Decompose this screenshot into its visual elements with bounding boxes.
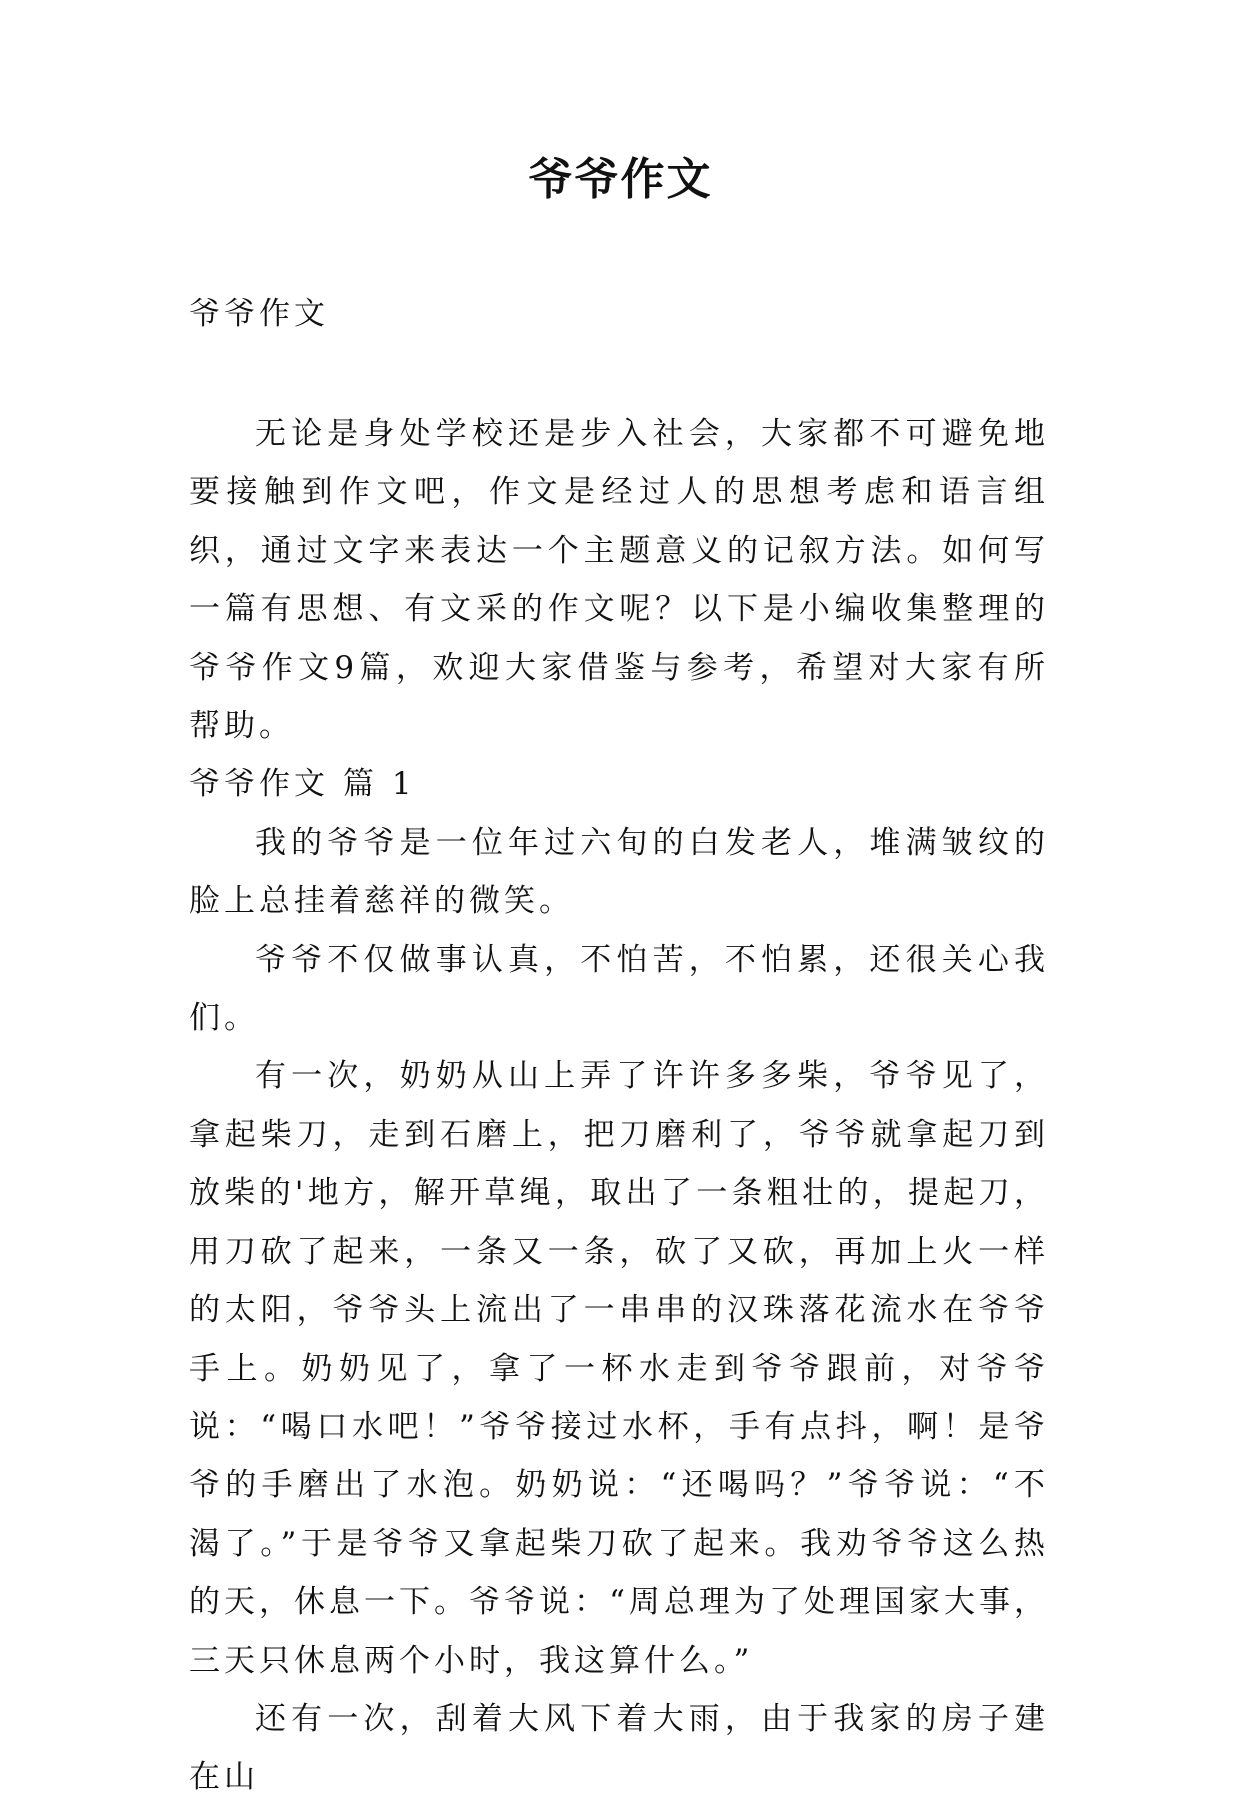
body-paragraph: 爷爷不仅做事认真，不怕苦，不怕累，还很关心我们。 xyxy=(189,941,1049,1037)
body-paragraph: 有一次，奶奶从山上弄了许许多多柴，爷爷见了，拿起柴刀，走到石磨上，把刀磨利了，爷爷就拿起刀到放柴的'地方，解开草绳，取出了一条粗壮的，提起刀，用刀砍了起来，一条又一条，砍了又砍，再加上火一样的太阳，爷爷头上流出了一串串的汉珠落花流水在爷爷手上。奶奶见了，拿了一杯水走到爷爷跟前，对爷爷说：“喝口水吧！”爷爷接过水杯，手有点抖，啊！是爷爷的手磨出了水泡。奶奶说：“还喝吗？”爷爷说：“不渴了。”于是爷爷又拿起柴刀砍了起来。我劝爷爷这么热的天，休息一下。爷爷说：“周总理为了处理国家大事，三天只休息两个小时，我这算什么。” xyxy=(189,1058,1049,1679)
document-body xyxy=(189,405,1049,1807)
document-subtitle: 爷爷作文 xyxy=(189,296,329,332)
body-paragraph: 还有一次，刮着大风下着大雨，由于我家的房子建在山 xyxy=(189,1700,1049,1796)
intro-paragraph: 无论是身处学校还是步入社会，大家都不可避免地要接触到作文吧，作文是经过人的思想考虑和语言组织，通过文字来表达一个主题意义的记叙方法。如何写一篇有思想、有文采的作文呢？以下是小编收集整理的爷爷作文9篇，欢迎大家借鉴与参考，希望对大家有所帮助。 xyxy=(189,416,1049,745)
section-heading-number: 篇 1 xyxy=(343,766,416,803)
section-heading xyxy=(189,755,1049,813)
section-heading-name: 爷爷作文 xyxy=(189,766,329,803)
body-paragraph: 我的爷爷是一位年过六旬的白发老人，堆满皱纹的脸上总挂着慈祥的微笑。 xyxy=(189,824,1049,920)
document-title: 爷爷作文 xyxy=(528,154,713,205)
